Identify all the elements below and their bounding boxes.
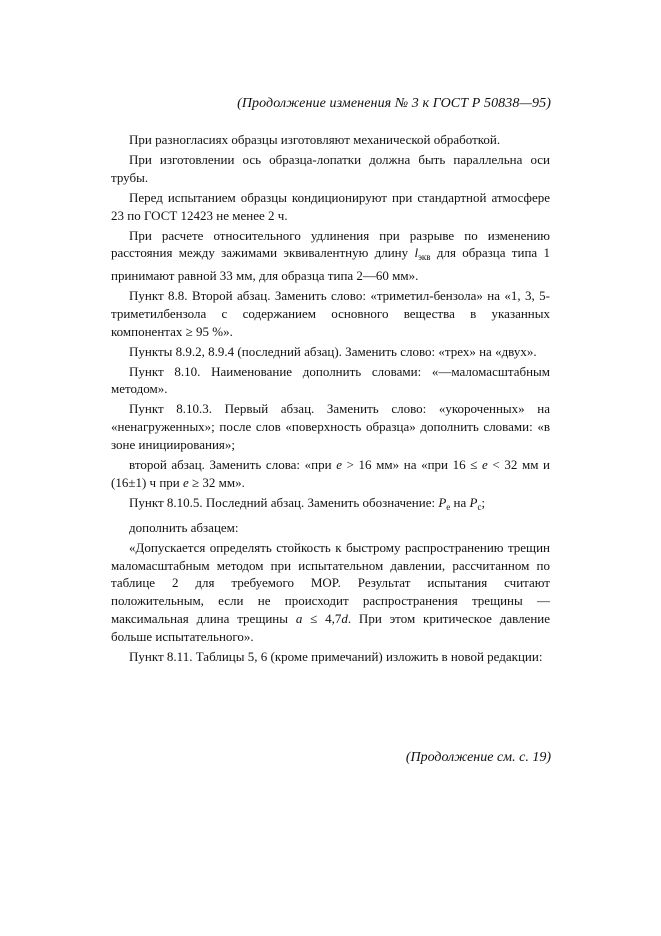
- paragraph-9-text-a: второй абзац. Заменить слова: «при: [129, 457, 337, 473]
- variable-d: d: [341, 610, 348, 626]
- paragraph-9-text-d: ≥ 32 мм».: [188, 474, 245, 490]
- document-body: [111, 131, 550, 668]
- paragraph-12-text-after: . При этом критическое давление больше испытательного».: [111, 610, 551, 644]
- subscript-ekv: экв: [418, 252, 431, 263]
- paragraph-10-text-before: Пункт 8.10.5. Последний абзац. Заменить обозначение:: [129, 494, 439, 510]
- paragraph-10: [111, 494, 550, 517]
- variable-e-3: e: [183, 474, 189, 490]
- page-header-continuation: (Продолжение изменения № 3 к ГОСТ Р 50838—95): [237, 96, 551, 111]
- paragraph-1: При разногласиях образцы изготовляют механической обработкой.: [129, 132, 501, 147]
- paragraph-9: [111, 456, 550, 492]
- variable-l: l: [414, 245, 419, 261]
- paragraph-12: [111, 539, 550, 646]
- paragraph-7: Пункт 8.10. Наименование дополнить словами: «—маломасштабным методом».: [111, 363, 550, 397]
- paragraph-4-text-after: для образца типа 1 принимают равной 33 мм, для образца типа 2—60 мм».: [111, 245, 550, 284]
- paragraph-12-text-mid: ≤ 4,7: [302, 610, 342, 626]
- subscript-e: e: [446, 501, 451, 512]
- paragraph-9-text-c: < 32 мм и (16±1) ч при: [111, 457, 550, 490]
- paragraph-10-text-after: ;: [481, 494, 486, 510]
- paragraph-11: дополнить абзацем:: [129, 519, 239, 535]
- page-footer-continuation: (Продолжение см. с. 19): [405, 750, 551, 765]
- paragraph-6: Пункты 8.9.2, 8.9.4 (последний абзац). Заменить слово: «трех» на «двух».: [129, 343, 537, 359]
- paragraph-3: Перед испытанием образцы кондиционируют при стандартной атмосфере 23 по ГОСТ 12423 не менее 2 ч.: [111, 189, 550, 223]
- paragraph-12-text-before: «Допускается определять стойкость к быстрому распространению трещин маломасштабным методом при испытательном давлении, рассчитанном по таблице 2 для требуемого MOP. Результат испытания считают положительным, если не происходит распространения трещины — максимальная длина трещины: [111, 539, 550, 626]
- paragraph-8: Пункт 8.10.3. Первый абзац. Заменить слово: «укороченных» на «ненагруженных»; после слов «поверхность образца» дополнить словами: «в зоне инициирования»;: [111, 401, 550, 453]
- paragraph-13: Пункт 8.11. Таблицы 5, 6 (кроме примечаний) изложить в новой редакции:: [129, 648, 543, 664]
- variable-e-1: e: [336, 457, 342, 473]
- variable-e-2: e: [482, 457, 488, 473]
- paragraph-4-text-before: При расчете относительного удлинения при разрыве по изменению расстояния между зажимами эквивалентную длину: [111, 227, 550, 261]
- paragraph-9-text-b: > 16 мм» на «при 16 ≤: [341, 457, 482, 473]
- paragraph-4: [111, 227, 550, 285]
- subscript-c: c: [477, 501, 482, 512]
- paragraph-5: Пункт 8.8. Второй абзац. Заменить слово: «триметил-бензола» на «1, 3, 5-триметилбензола с содержанием основного вещества в указанных компонентах ≥ 95 %».: [111, 288, 550, 339]
- variable-a: a: [295, 610, 303, 626]
- paragraph-10-text-mid: на: [450, 494, 470, 510]
- paragraph-2: При изготовлении ось образца-лопатки должна быть параллельна оси трубы.: [111, 151, 550, 185]
- variable-p-c: P: [469, 494, 478, 510]
- variable-p-e: P: [438, 494, 447, 510]
